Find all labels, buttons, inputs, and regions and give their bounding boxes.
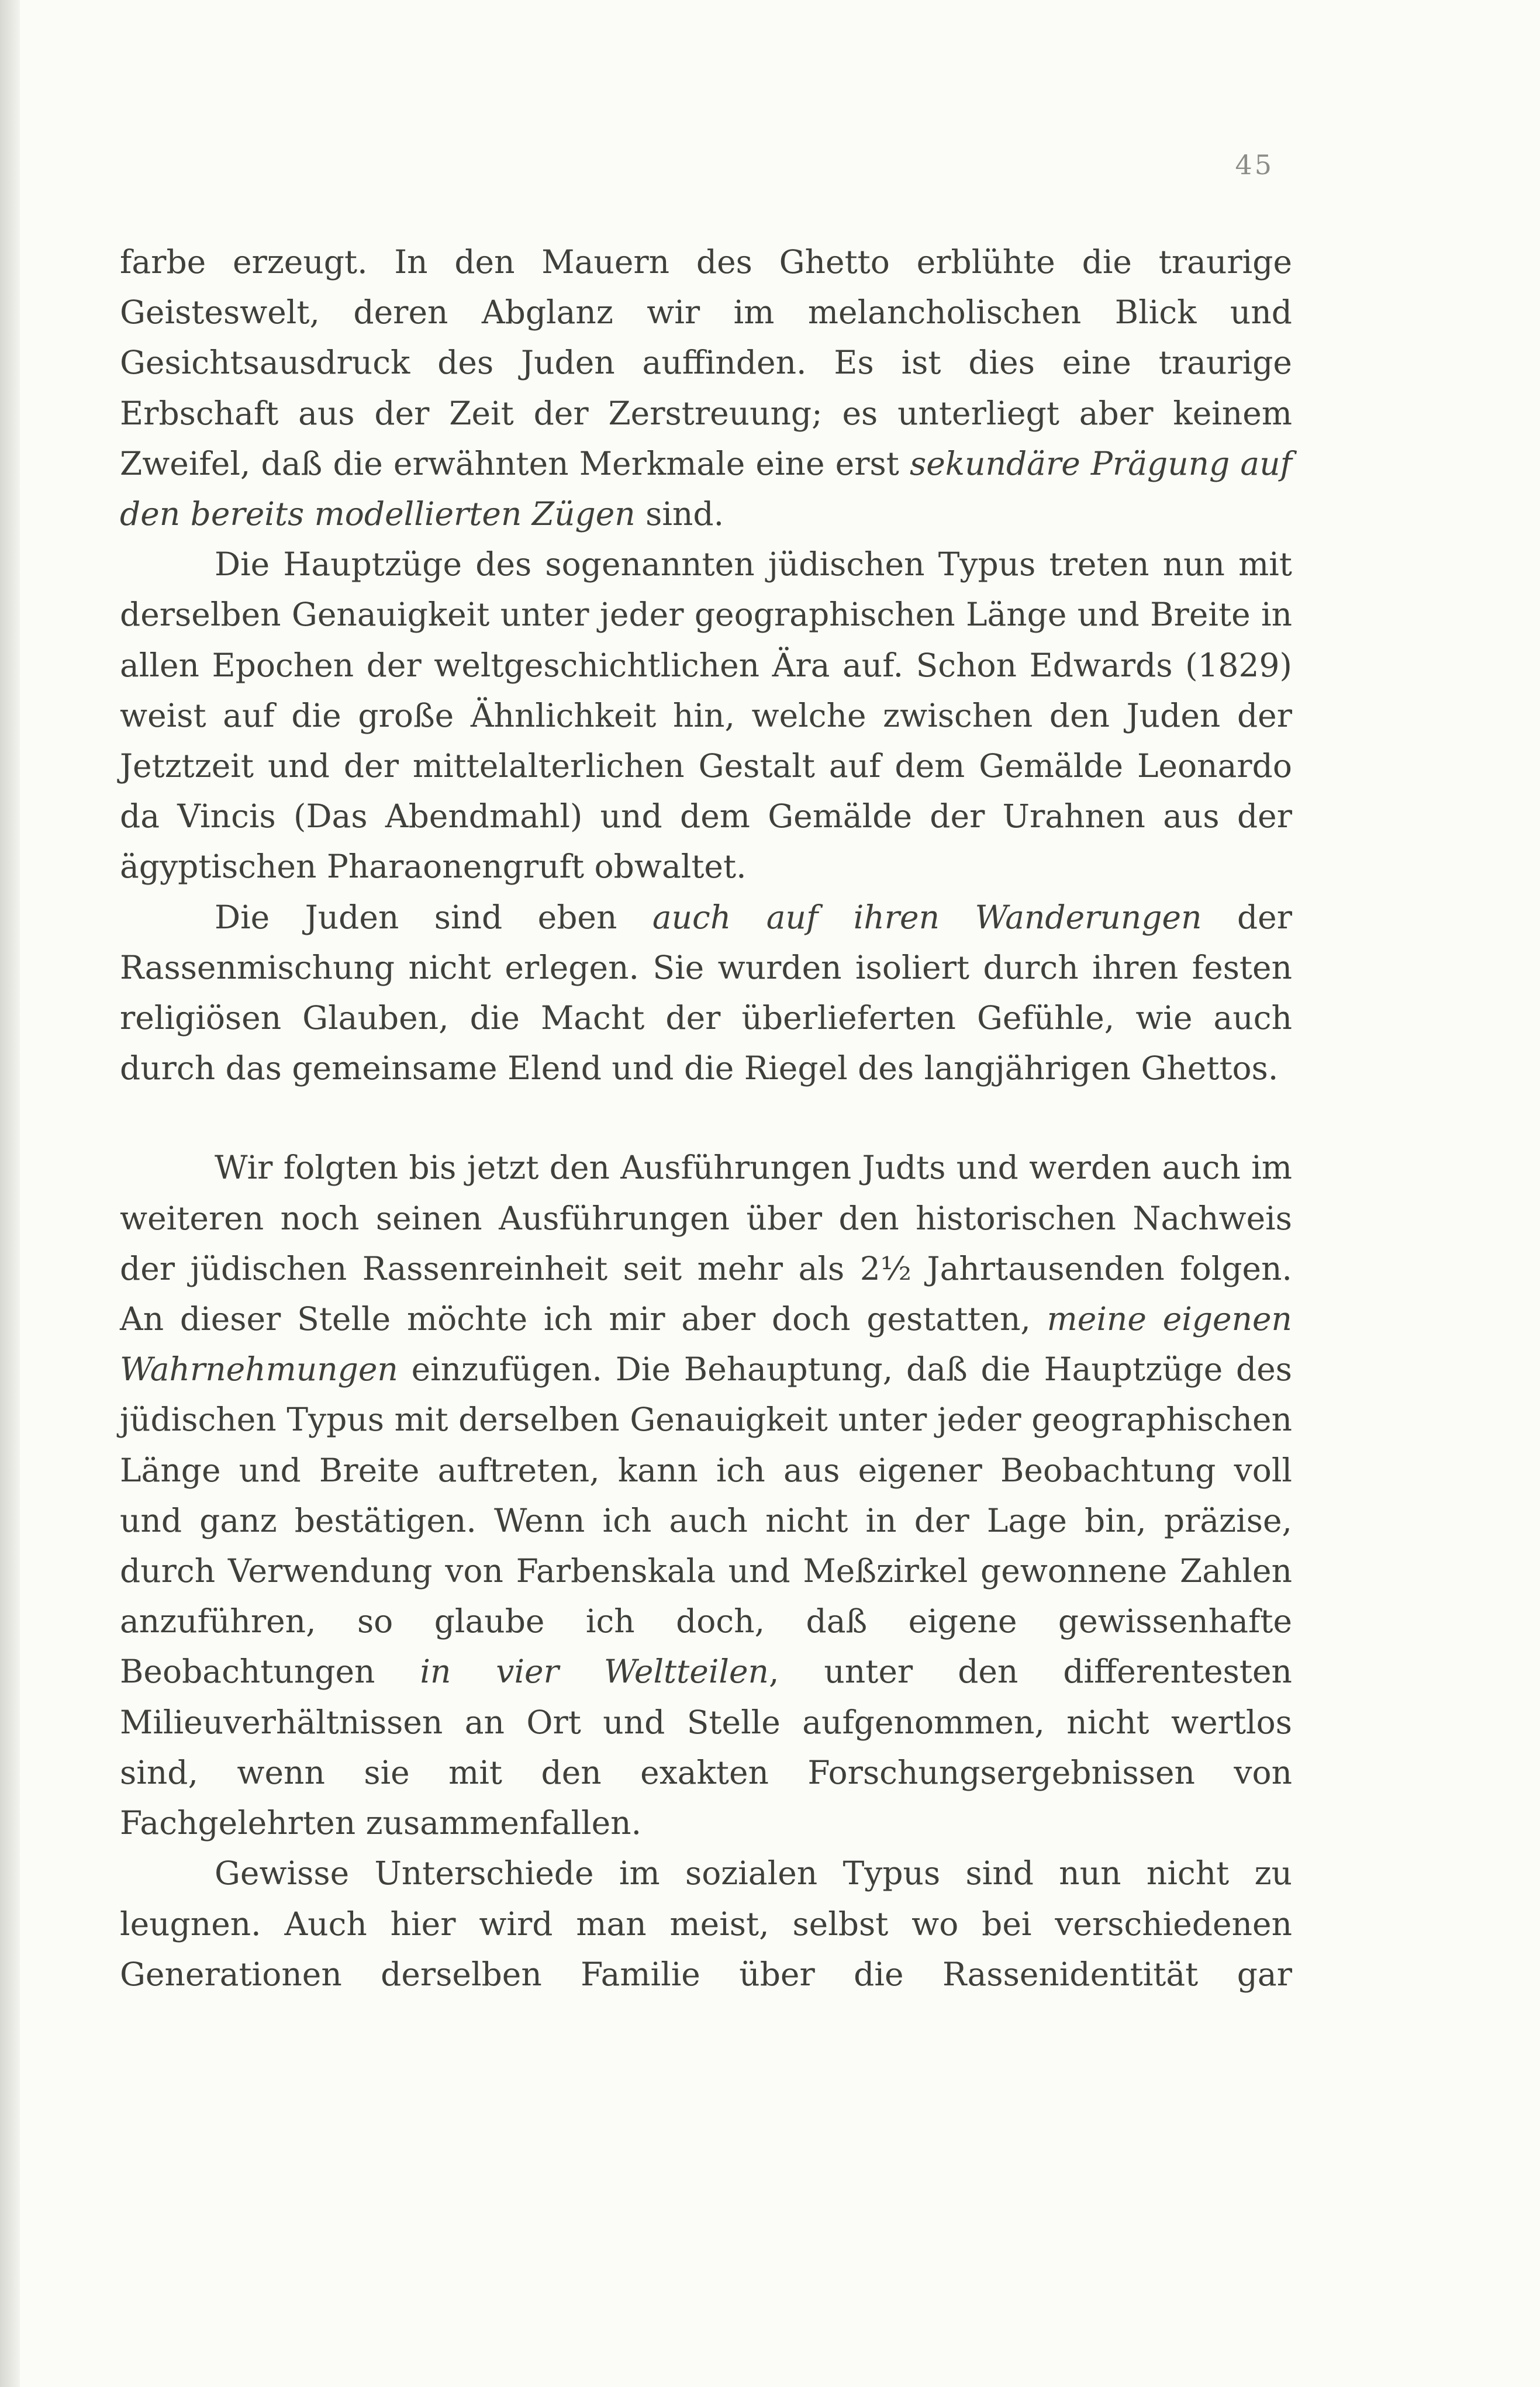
body-text [120,237,1292,1999]
paragraph-social-typus [120,1848,1292,1999]
text-segment: farbe erzeugt. In den Mauern des Ghetto erblühte die traurige Geisteswelt, deren Abglanz wir im melancholischen Blick und Gesichtsausdruck des Juden auffinden. Es ist dies eine traurige Erbschaft aus der Zeit der Zerstreuung; es unterliegt aber keinem Zweifel, daß die erwähnten Merkmale eine erst [120,243,1292,482]
paragraph-wanderings [120,892,1292,1094]
binding-gutter [0,0,20,2387]
italic-segment: meine eigenen Wahrnehmungen [120,1300,1292,1388]
italic-segment: auch auf ihren Wanderungen [652,898,1202,936]
text-segment: einzufügen. Die Behauptung, daß die Hauptzüge des jüdischen Typus mit derselben Genauigkeit unter jeder geographischen Länge und Breite auftreten, kann ich aus eigener Beobachtung voll und ganz bestätigen. Wenn ich auch nicht in der Lage bin, präzise, durch Verwendung von Farbenskala und Meßzirkel gewonnene Zahlen anzuführen, so glaube ich doch, daß eigene gewissenhafte Beobachtungen [120,1350,1292,1691]
text-segment: Wir folgten bis jetzt den Ausführungen Judts und werden auch im weiteren noch seinen Ausführungen über den historischen Nachweis der jüdischen Rassenreinheit seit mehr als 2½ Jahrtausenden folgen. An dieser Stelle möchte ich mir aber doch gestatten, [120,1149,1292,1338]
page-number: 45 [1235,149,1274,181]
paragraph-typus-features [120,539,1292,892]
text-segment: sind. [635,495,724,533]
text-segment: , unter den differentesten Milieuverhältnissen an Ort und Stelle aufgenommen, nicht wertlos sind, wenn sie mit den exakten Forschungsergebnissen von Fachgelehrten zusammenfallen. [120,1653,1292,1842]
italic-segment: sekundäre Prägung auf den bereits modellierten Zügen [120,444,1292,533]
text-segment: Gewisse Unterschiede im sozialen Typus sind nun nicht zu leugnen. Auch hier wird man meist, selbst wo bei verschiedenen Generationen derselben Familie über die Rassenidentität gar [120,1854,1292,1993]
paragraph-ghetto-legacy [120,237,1292,539]
paragraph-own-observations [120,1142,1292,1848]
italic-segment: in vier Weltteilen [420,1653,769,1691]
text-segment: Die Hauptzüge des sogenannten jüdischen Typus treten nun mit derselben Genauigkeit unter jeder geographischen Länge und Breite in allen Epochen der weltgeschichtlichen Ära auf. Schon Edwards (1829) weist auf die große Ähnlichkeit hin, welche zwischen den Juden der Jetztzeit und der mittelalterlichen Gestalt auf dem Gemälde Leonardo da Vincis (Das Abendmahl) und dem Gemälde der Urahnen aus der ägyptischen Pharaonengruft obwaltet. [120,545,1292,886]
text-segment: der Rassenmischung nicht erlegen. Sie wurden isoliert durch ihren festen religiösen Glauben, die Macht der überlieferten Gefühle, wie auch durch das gemeinsame Elend und die Riegel des langjährigen Ghettos. [120,898,1292,1087]
text-segment: Die Juden sind eben [215,898,652,936]
